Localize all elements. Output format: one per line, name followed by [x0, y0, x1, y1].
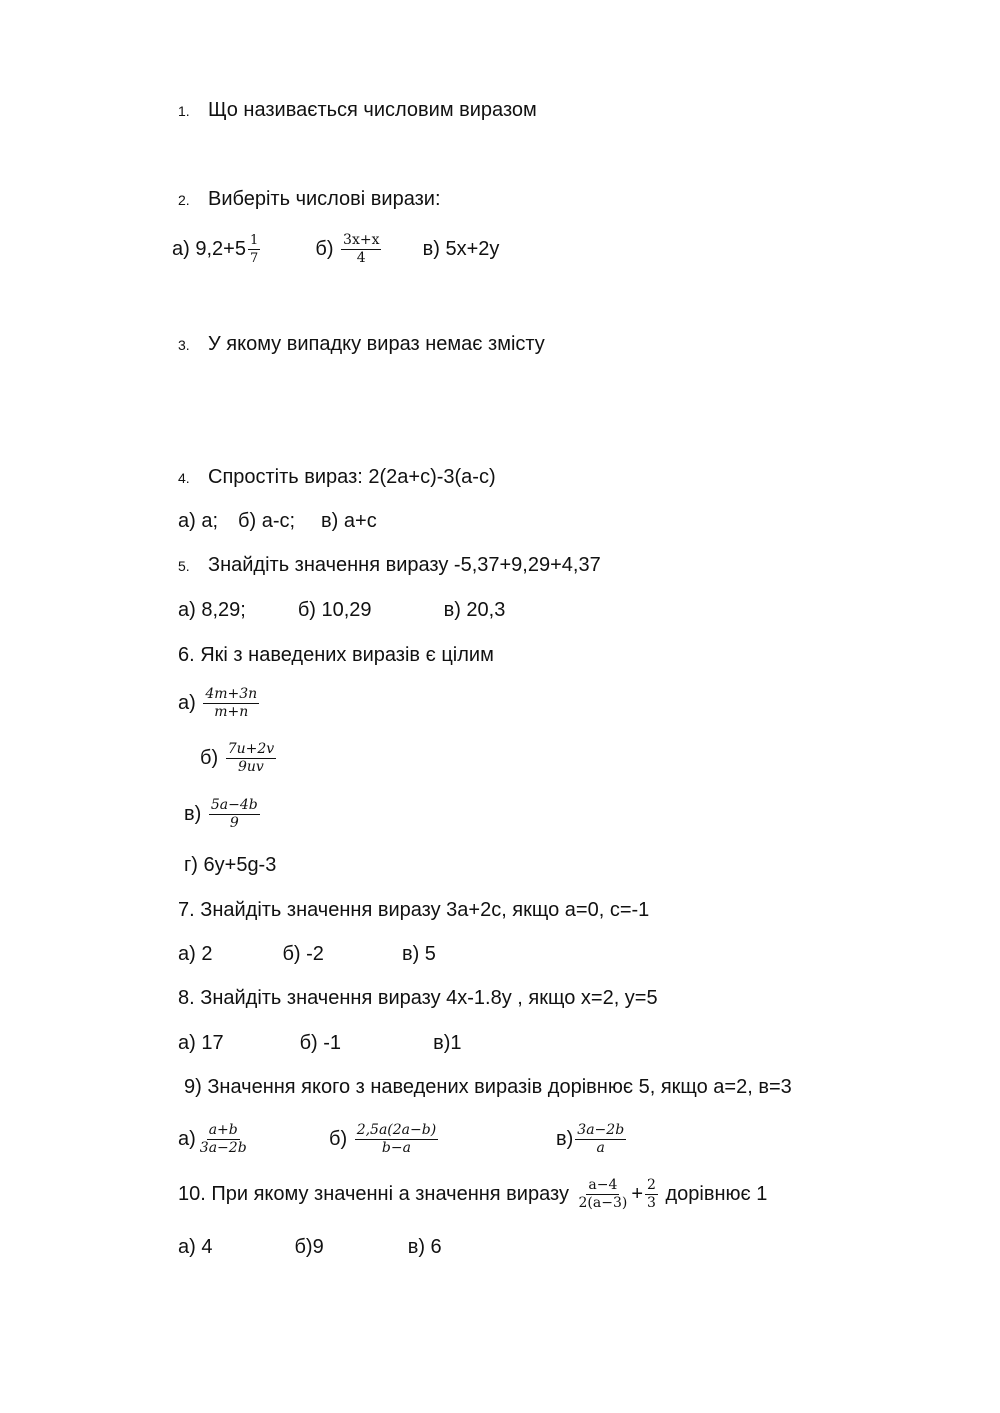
- option-b-label: б): [315, 238, 334, 260]
- fraction: [248, 232, 260, 267]
- fraction-denominator: 9: [229, 815, 239, 832]
- option-a: а) 2: [178, 943, 213, 965]
- option-label: в): [184, 803, 202, 825]
- fraction-numerator: a−4: [588, 1177, 618, 1194]
- option-text: г) 6y+5g-3: [184, 854, 277, 876]
- question-number: 2.: [178, 192, 190, 208]
- option-a: а) 8,29;: [178, 599, 246, 621]
- option-label: в): [556, 1128, 574, 1150]
- question-number: 3.: [178, 337, 190, 353]
- question-text: У якому випадку вираз немає змісту: [208, 333, 545, 355]
- fraction-denominator: a: [596, 1140, 605, 1157]
- fraction: [341, 232, 381, 267]
- fraction-denominator: 4: [356, 250, 366, 267]
- question-6-option-a: [178, 682, 261, 724]
- option-b: [315, 232, 383, 267]
- option-a: а) а;: [178, 510, 219, 532]
- fraction-numerator: 7u+2v: [227, 741, 275, 758]
- option-b: б)9: [294, 1236, 324, 1258]
- fraction: [203, 686, 259, 721]
- question-9: [184, 1075, 792, 1099]
- option-label: а): [178, 1128, 196, 1150]
- question-9-option-b: [329, 1118, 440, 1160]
- question-number: 1.: [178, 103, 190, 119]
- question-5-options: [178, 598, 505, 622]
- question-6-option-d: [184, 853, 276, 877]
- question-text: 6. Які з наведених виразів є цілим: [178, 644, 494, 666]
- fraction-numerator: a+b: [208, 1122, 238, 1139]
- fraction-numerator: 2,5a(2a−b): [356, 1122, 437, 1139]
- fraction: [577, 1177, 630, 1212]
- fraction-numerator: 5a−4b: [210, 797, 258, 814]
- option-c: в) 20,3: [443, 599, 506, 621]
- option-c: в) 6: [407, 1236, 442, 1258]
- fraction-numerator: 3x+x: [343, 232, 380, 249]
- option-a: а) 17: [178, 1032, 224, 1054]
- question-text: Спростіть вираз: 2(2a+c)-3(a-c): [208, 466, 496, 488]
- option-label: б): [329, 1128, 348, 1150]
- question-7-options: [178, 942, 436, 966]
- option-b: б) -2: [282, 943, 324, 965]
- plus-sign: +: [631, 1183, 644, 1205]
- question-4-options: [178, 509, 377, 533]
- option-label: а): [178, 692, 196, 714]
- question-10: [178, 1173, 767, 1215]
- fraction-denominator: 3a−2b: [199, 1140, 247, 1157]
- option-b: б) а-с;: [238, 510, 296, 532]
- fraction-denominator: m+n: [214, 704, 249, 721]
- option-a: [172, 233, 262, 267]
- question-text: 9) Значення якого з наведених виразів дорівнює 5, якщо а=2, в=3: [184, 1076, 792, 1098]
- fraction-denominator: b−a: [381, 1140, 411, 1157]
- question-6-option-b: [200, 737, 278, 779]
- question-text: 7. Знайдіть значення виразу 3a+2c, якщо а=0, с=-1: [178, 899, 650, 921]
- option-c: в) 5: [401, 943, 436, 965]
- question-9-option-c: [556, 1118, 628, 1160]
- option-label: б): [200, 747, 219, 769]
- question-text: 10. При якому значенні а значення виразу: [178, 1183, 569, 1205]
- question-text: Виберіть числові вирази:: [208, 188, 441, 210]
- question-6-option-c: [184, 793, 262, 835]
- fraction: [645, 1177, 658, 1212]
- fraction: [355, 1122, 438, 1157]
- question-9-option-a: [178, 1118, 251, 1160]
- option-c: в) 5x+2y: [422, 238, 500, 260]
- option-b: б) -1: [299, 1032, 342, 1054]
- question-number: 5.: [178, 558, 190, 574]
- fraction-numerator: 2: [647, 1177, 656, 1194]
- option-a-text: а) 9,2+5: [172, 238, 246, 260]
- fraction: [209, 797, 260, 832]
- question-text: Що називається числовим виразом: [208, 99, 537, 121]
- fraction-denominator: 7: [249, 251, 259, 267]
- question-8-options: [178, 1031, 461, 1055]
- question-text: 8. Знайдіть значення виразу 4x-1.8y , якщо x=2, y=5: [178, 987, 658, 1009]
- option-c: в) а+с: [321, 510, 377, 532]
- option-c: в)1: [433, 1032, 462, 1054]
- question-5: [178, 553, 601, 578]
- fraction-numerator: 3a−2b: [577, 1122, 625, 1139]
- question-8: [178, 986, 658, 1010]
- question-7: [178, 898, 649, 922]
- fraction: [575, 1122, 626, 1157]
- question-1: [178, 98, 537, 123]
- fraction-numerator: 4m+3n: [205, 686, 258, 703]
- fraction-numerator: 1: [249, 233, 259, 249]
- question-text: Знайдіть значення виразу -5,37+9,29+4,37: [208, 554, 601, 576]
- question-2: [178, 187, 441, 212]
- question-3: [178, 332, 545, 357]
- question-2-options: [172, 232, 499, 267]
- question-6: [178, 643, 494, 667]
- fraction-denominator: 2(a−3): [578, 1195, 628, 1212]
- fraction: [226, 741, 276, 776]
- question-tail: дорівнює 1: [665, 1183, 768, 1205]
- option-a: а) 4: [178, 1236, 213, 1258]
- fraction-denominator: 3: [647, 1195, 656, 1212]
- question-10-options: [178, 1235, 442, 1259]
- option-b: б) 10,29: [297, 599, 372, 621]
- question-4: [178, 465, 496, 490]
- fraction-denominator: 9uv: [238, 759, 264, 776]
- question-number: 4.: [178, 470, 190, 486]
- fraction: [198, 1122, 249, 1157]
